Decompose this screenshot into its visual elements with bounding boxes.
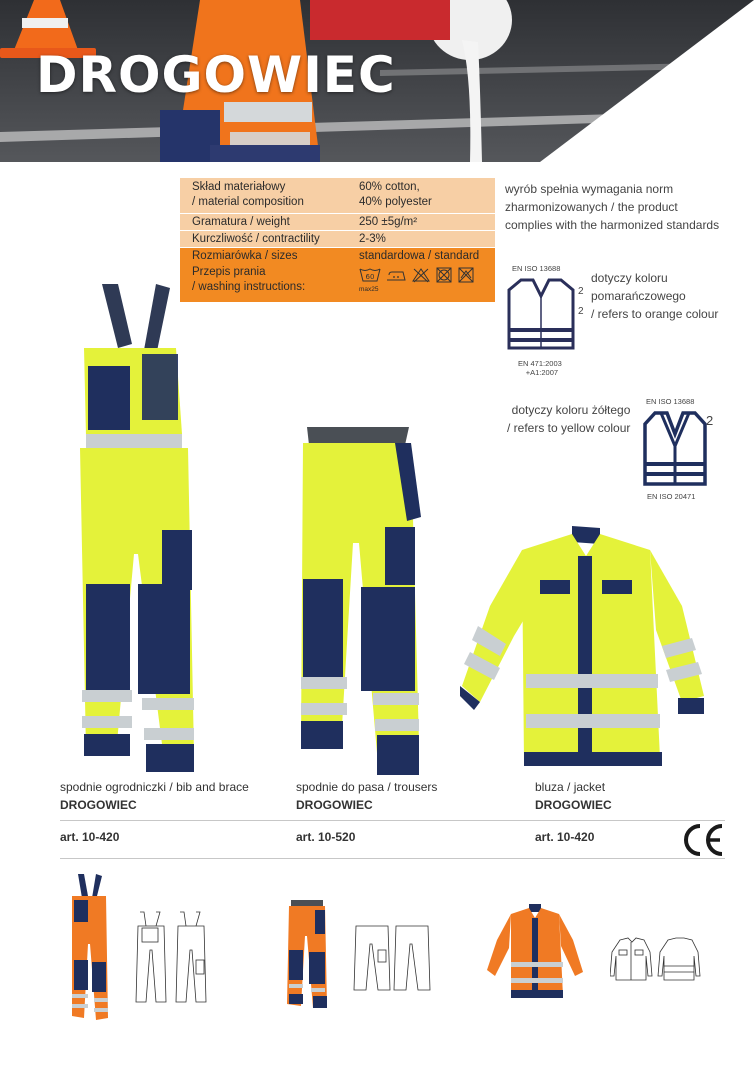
refers-line: pomarańczowego bbox=[591, 289, 686, 303]
spec-label: / material composition bbox=[192, 196, 304, 208]
orange-badge-top-caption: EN ISO 13688 bbox=[512, 264, 561, 273]
jacket-orange-thumbnail bbox=[487, 904, 583, 1000]
page-title: DROGOWIEC bbox=[36, 46, 396, 104]
bib-technical-drawing-icon bbox=[134, 910, 212, 1004]
product-label-jacket: bluza / jacket bbox=[535, 780, 606, 794]
wash-max-label: max25 bbox=[359, 286, 379, 293]
yellow-badge-class: 2 bbox=[706, 413, 714, 428]
vest-outline-icon bbox=[641, 410, 709, 488]
divider bbox=[60, 820, 725, 821]
trousers-technical-drawing-icon bbox=[352, 924, 434, 992]
no-bleach-icon bbox=[411, 267, 431, 283]
orange-badge-bottom-caption bbox=[518, 359, 562, 377]
caption-line: EN 471:2003 bbox=[518, 359, 562, 368]
no-tumble-dry-icon bbox=[435, 267, 453, 283]
norms-line: zharmonizowanych / the product bbox=[505, 200, 678, 214]
yellow-badge-bottom-caption: EN ISO 20471 bbox=[647, 492, 696, 501]
yellow-badge-top-caption: EN ISO 13688 bbox=[646, 397, 695, 406]
washing-symbols bbox=[359, 267, 483, 297]
product-name-jacket: DROGOWIEC bbox=[535, 798, 612, 812]
article-number-trousers: art. 10-520 bbox=[296, 830, 356, 844]
material-spec-table bbox=[180, 178, 495, 302]
spec-label: Rozmiarówka / sizes bbox=[192, 250, 298, 262]
iron-icon bbox=[385, 267, 407, 283]
bib-orange-thumbnail bbox=[70, 874, 110, 1022]
article-number-jacket: art. 10-420 bbox=[535, 830, 595, 844]
norms-statement bbox=[505, 180, 723, 234]
hero-banner bbox=[0, 0, 754, 162]
trousers-image bbox=[295, 423, 425, 778]
spec-value: 2-3% bbox=[359, 233, 386, 245]
vest-outline-icon bbox=[505, 276, 577, 352]
spec-value: 40% polyester bbox=[359, 196, 432, 208]
trousers-orange-thumbnail bbox=[287, 900, 327, 1010]
orange-badge-class-lower: 2 bbox=[578, 306, 584, 317]
spec-row-sizes bbox=[180, 247, 495, 264]
orange-badge-class-upper: 2 bbox=[578, 286, 584, 297]
jacket-image bbox=[460, 526, 706, 768]
wash-tub-icon bbox=[359, 267, 381, 297]
spec-label: Przepis prania bbox=[192, 266, 266, 278]
norms-line: complies with the harmonized standards bbox=[505, 218, 720, 232]
refers-line: / refers to yellow colour bbox=[507, 421, 631, 435]
spec-row-weight bbox=[180, 213, 495, 230]
orange-badge-text bbox=[591, 269, 718, 323]
spec-row-composition bbox=[180, 178, 495, 213]
ce-mark-icon bbox=[680, 822, 726, 858]
product-label-bib: spodnie ogrodniczki / bib and brace bbox=[60, 780, 249, 794]
product-name-bib: DROGOWIEC bbox=[60, 798, 137, 812]
spec-label: Kurczliwość / contractility bbox=[192, 233, 320, 245]
spec-row-contractility bbox=[180, 230, 495, 247]
caption-line: +A1:2007 bbox=[525, 368, 559, 377]
product-label-trousers: spodnie do pasa / trousers bbox=[296, 780, 438, 794]
norms-line: wyrób spełnia wymagania norm bbox=[505, 182, 674, 196]
refers-line: dotyczy koloru bbox=[591, 271, 668, 285]
refers-line: / refers to orange colour bbox=[591, 307, 719, 321]
refers-line: dotyczy koloru żółtego bbox=[511, 403, 631, 417]
spec-value: 250 ±5g/m² bbox=[359, 216, 418, 228]
spec-value: standardowa / standard bbox=[359, 250, 480, 262]
spec-label: Gramatura / weight bbox=[192, 216, 290, 228]
yellow-badge-text bbox=[507, 401, 630, 437]
divider bbox=[60, 858, 725, 859]
spec-row-washing bbox=[180, 264, 495, 302]
wash-temp: 60 bbox=[365, 273, 375, 281]
spec-value: 60% cotton, bbox=[359, 181, 420, 193]
spec-label: Skład materiałowy bbox=[192, 181, 286, 193]
spec-label: / washing instructions: bbox=[192, 281, 306, 293]
no-dry-clean-icon bbox=[457, 267, 475, 283]
product-name-trousers: DROGOWIEC bbox=[296, 798, 373, 812]
article-number-bib: art. 10-420 bbox=[60, 830, 120, 844]
jacket-technical-drawing-icon bbox=[610, 936, 702, 982]
bib-and-brace-image bbox=[72, 284, 202, 776]
